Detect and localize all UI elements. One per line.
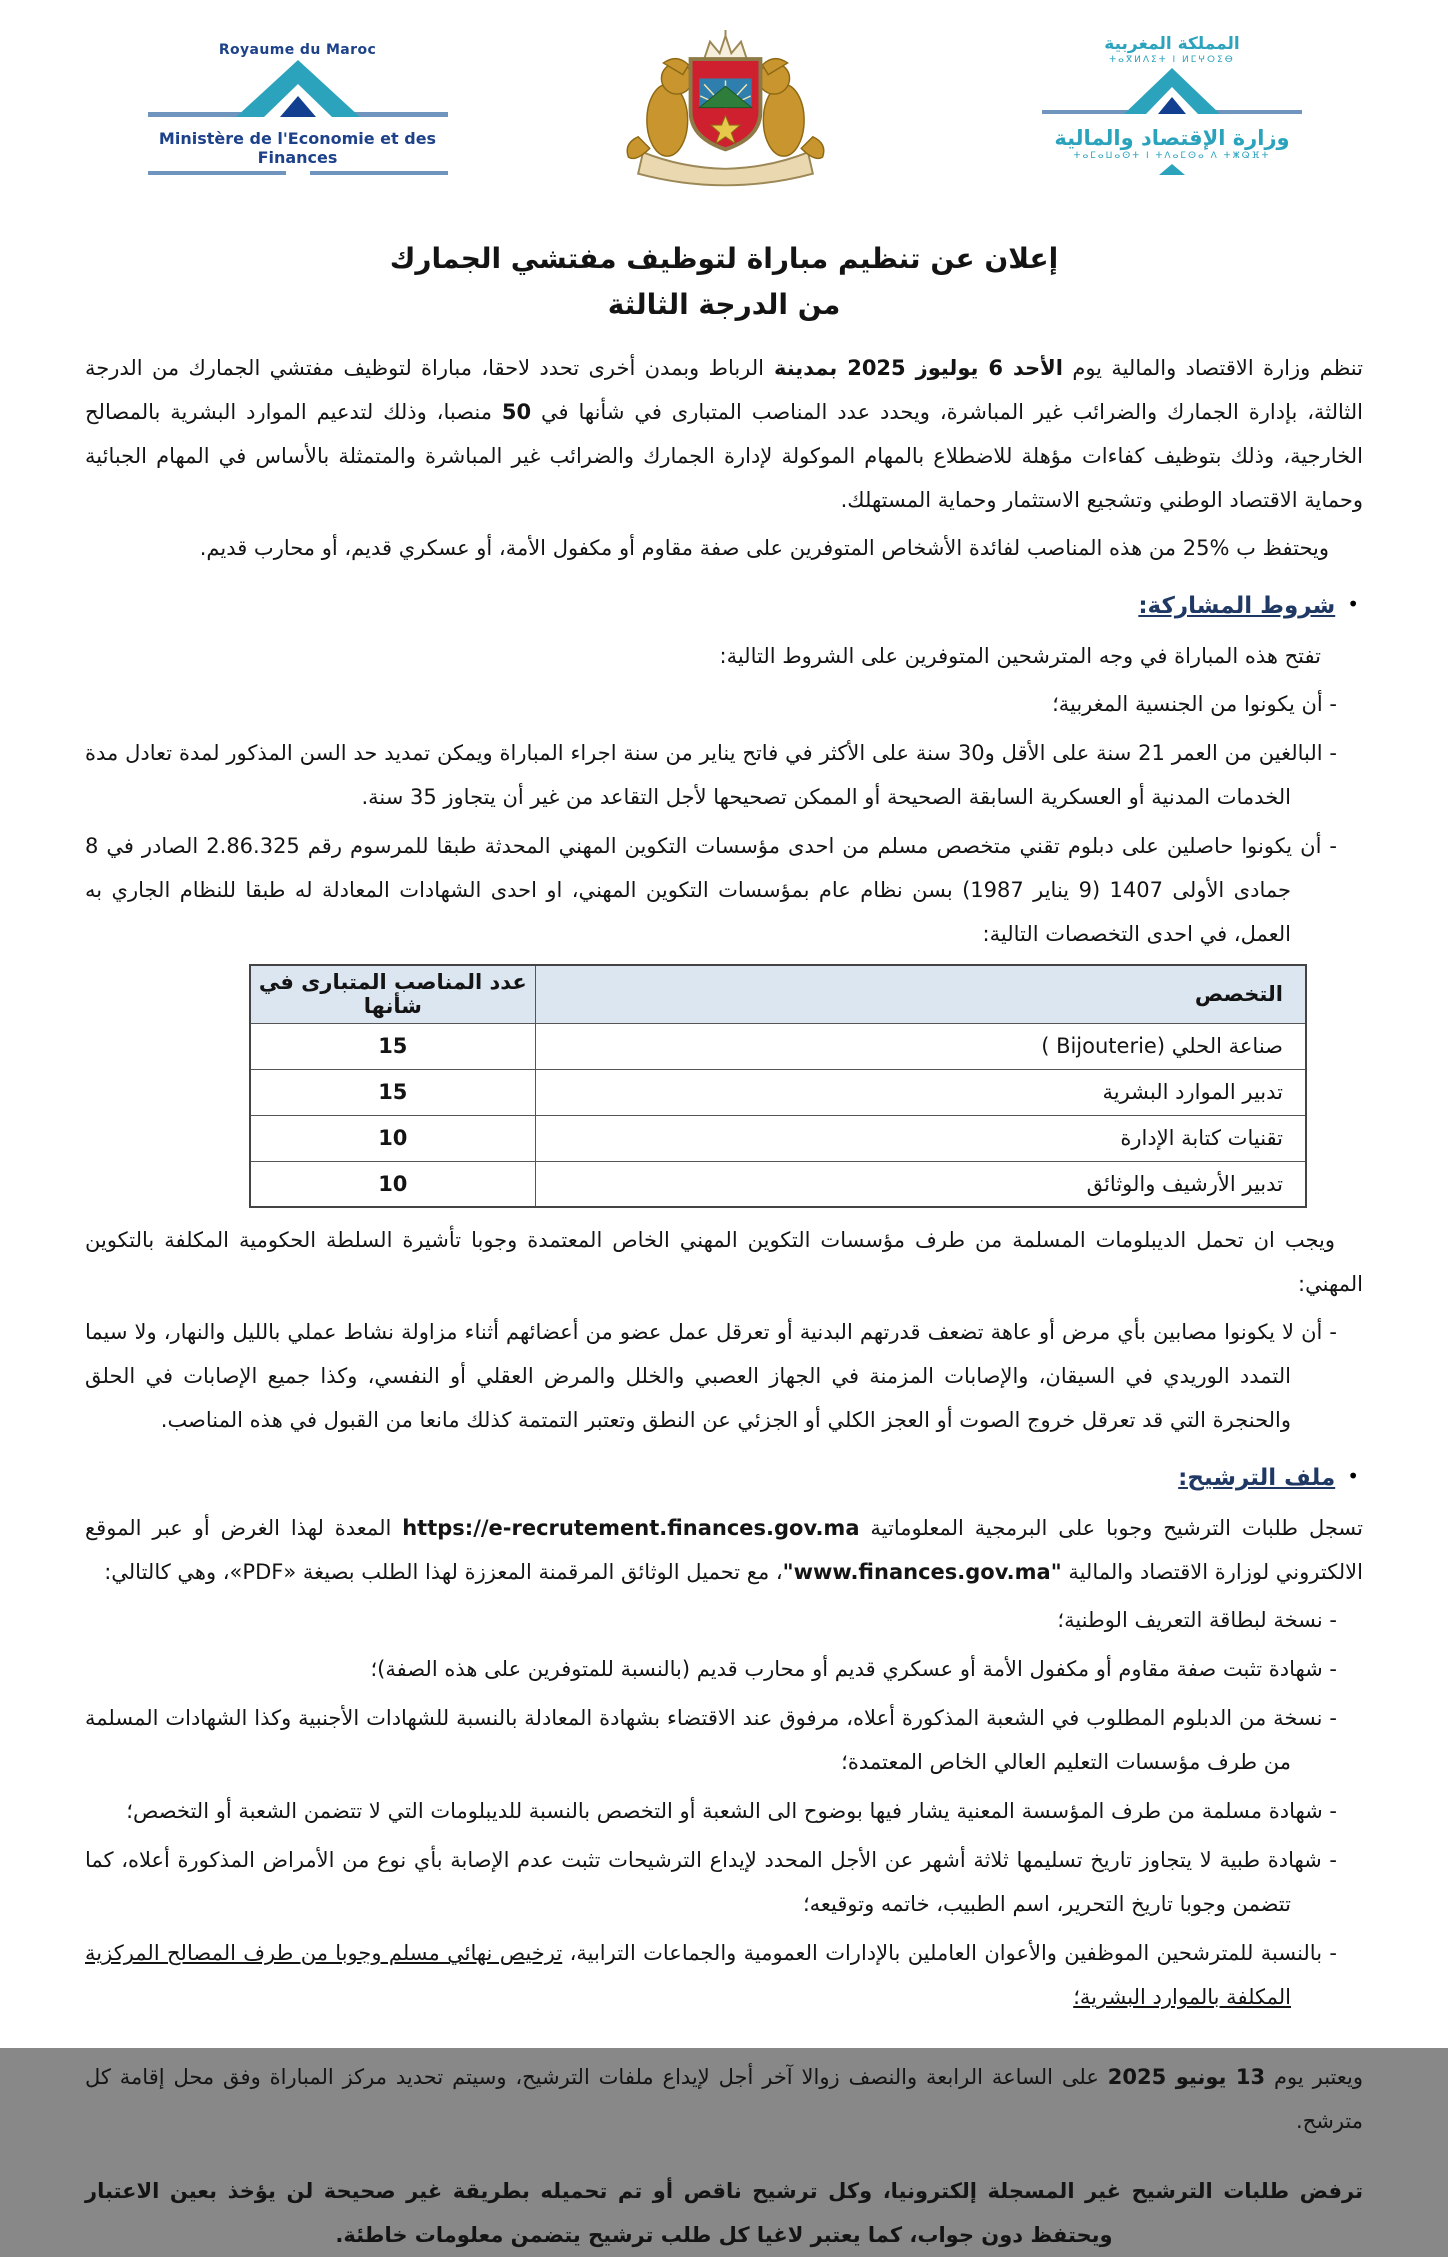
- logo-ar-country-tifinagh: ⵜⴰⴳⵍⴷⵉⵜ ⵏ ⵍⵎⵖⵔⵉⴱ: [1109, 55, 1235, 65]
- coat-of-arms-morocco-icon: [608, 30, 843, 195]
- specialties-table: [249, 964, 1307, 1208]
- bullet-icon: •: [1347, 1464, 1359, 1488]
- logo-fr-ministry-label: Ministère de l'Economie et des Finances: [158, 129, 437, 167]
- table-row: [250, 1023, 1306, 1069]
- logo-ar-ministry-label: وزارة الإقتصاد والمالية: [1054, 126, 1290, 150]
- title-line-2: من الدرجة الثالثة: [607, 288, 841, 321]
- documents-list: [85, 1598, 1363, 2019]
- application-file-paragraph: تسجل طلبات الترشيح وجوبا على البرمجية المعلوماتية https://e-recrutement.finances.gov.ma المعدة لهذا الغرض أو عبر الموقع الالكتروني لوزارة الاقتصاد والمالية "www.finances.gov.ma"، مع تحميل الوثائق المرقمنة المعززة لهذا الطلب بصيغة «PDF»، وهي كالتالي:: [85, 1516, 1363, 1584]
- title-line-1: إعلان عن تنظيم مباراة لتوظيف مفتشي الجمارك: [389, 242, 1059, 275]
- deadline-paragraph: ويعتبر يوم 13 يونيو 2025 على الساعة الرابعة والنصف زوالا آخر أجل لإيداع ملفات الترشيح، وسيتم تحديد مركز المباراة وفق محل إقامة كل مترشح.: [85, 2065, 1363, 2133]
- diploma-visa-note: ويجب ان تحمل الديبلومات المسلمة من طرف مؤسسات التكوين المهني الخاص المعتمدة وجوبا تأشيرة السلطة الحكومية المكلفة بالتكوين المهني:: [85, 1228, 1363, 1296]
- section-participation-conditions: [85, 582, 1363, 628]
- logo-fr-underline: [148, 171, 448, 175]
- doc-item-civil-servant-authorization: - بالنسبة للمترشحين الموظفين والأعوان العاملين بالإدارات العمومية والجماعات الترابية، ترخيص نهائي مسلم وجوبا من طرف المصالح المركزية المكلفة بالموارد البشرية؛: [85, 1941, 1337, 2009]
- logo-ministry-arabic: [1022, 34, 1322, 175]
- conditions-lead: تفتح هذه المباراة في وجه المترشحين المتوفرين على الشروط التالية:: [719, 644, 1321, 668]
- logo-ar-ministry-tifinagh: ⵜⴰⵎⴰⵡⴰⵙⵜ ⵏ ⵜⴷⴰⵎⵙⴰ ⴷ ⵜⵥⵕⴼⵜ: [1073, 151, 1271, 161]
- column-header-positions-count: عدد المناصب المتبارى في شأنها: [250, 965, 535, 1023]
- table-row: [250, 1115, 1306, 1161]
- mountain-triangle-icon: [148, 60, 448, 128]
- application-file-heading: ملف الترشيح:: [1178, 1465, 1336, 1491]
- condition-item-diploma: - أن يكونوا حاصلين على دبلوم تقني متخصص مسلم من احدى مؤسسات التكوين المهني المحدثة طبقا للمرسوم رقم 2.86.325 الصادر في 8 جمادى الأولى 1407 (9 يناير 1987) بسن نظام عام بمؤسسات التكوين المهني، او احدى الشهادات المعادلة له طبقا للنظام الجاري به العمل، في احدى التخصصات التالية:: [85, 834, 1337, 946]
- table-row: [250, 1161, 1306, 1207]
- count-cell: 10: [250, 1161, 535, 1207]
- doc-item-national-id: - نسخة لبطاقة التعريف الوطنية؛: [1057, 1608, 1337, 1632]
- rejection-notice-paragraph: ترفض طلبات الترشيح غير المسجلة إلكترونيا، وكل ترشيح ناقص أو تم تحميله بطريقة غير صحيحة لن يؤخذ بعين الاعتبار ويحتفظ دون جواب، كما يعتبر لاغيا كل طلب ترشيح يتضمن معلومات خاطئة.: [85, 2179, 1363, 2247]
- doc-item-diploma-copy: - نسخة من الدبلوم المطلوب في الشعبة المذكورة أعلاه، مرفوق عند الاقتضاء بشهادة المعادلة بالنسبة للشهادات الأجنبية وكذا الشهادات المسلمة من طرف مؤسسات التعليم العالي الخاص المعتمدة؛: [85, 1706, 1337, 1774]
- section-application-file: [85, 1454, 1363, 1500]
- table-header-row: [250, 965, 1306, 1023]
- column-header-specialty: التخصص: [535, 965, 1306, 1023]
- logo-ar-bottom-triangle: [1159, 164, 1185, 175]
- announcement-title: [0, 236, 1448, 328]
- condition-item-nationality: - أن يكونوا من الجنسية المغربية؛: [1052, 692, 1337, 716]
- specialty-cell: صناعة الحلي (Bijouterie ): [535, 1023, 1306, 1069]
- logo-fr-country-label: Royaume du Maroc: [218, 42, 377, 58]
- bullet-icon: •: [1347, 592, 1359, 616]
- table-row: [250, 1069, 1306, 1115]
- document-header: [0, 0, 1448, 198]
- doc-item-medical-certificate: - شهادة طبية لا يتجاوز تاريخ تسليمها ثلاثة أشهر عن الأجل المحدد لإيداع الترشيحات تثبت عدم الإصابة بأي نوع من الأمراض المذكورة أعلاه، كما تتضمن وجوبا تاريخ التحرير، اسم الطبيب، خاتمه وتوقيعه؛: [85, 1848, 1337, 1916]
- logo-ministry-french: [130, 42, 465, 175]
- count-cell: 15: [250, 1023, 535, 1069]
- count-cell: 10: [250, 1115, 535, 1161]
- specialty-cell: تقنيات كتابة الإدارة: [535, 1115, 1306, 1161]
- intro-paragraph: تنظم وزارة الاقتصاد والمالية يوم الأحد 6 يوليوز 2025 بمدينة الرباط وبمدن أخرى تحدد لاحقا، مباراة لتوظيف مفتشي الجمارك من الدرجة الثالثة، بإدارة الجمارك والضرائب غير المباشرة، ويحدد عدد المناصب المتبارى في شأنها في 50 منصبا، وذلك لتدعيم الموارد البشرية بالمصالح الخارجية، وذلك بتوظيف كفاءات مؤهلة للاضطلاع بالمهام الموكولة لإدارة الجمارك والضرائب غير المباشرة والمتمثلة بالأساس في المهام الجبائية وحماية الاقتصاد الوطني وتشجيع الاستثمار وحماية المستهلك.: [85, 356, 1363, 512]
- conditions-list: [85, 682, 1363, 956]
- specialty-cell: تدبير الموارد البشرية: [535, 1069, 1306, 1115]
- mountain-triangle-icon: [1042, 68, 1302, 124]
- condition-item-age: - البالغين من العمر 21 سنة على الأقل و30 سنة على الأكثر في فاتح يناير من سنة اجراء المباراة ويمكن تمديد حد السن المذكور لمدة تعادل مدة الخدمات المدنية أو العسكرية السابقة الصحيحة أو الممكن تصحيحها لأجل التقاعد من غير أن يتجاوز 35 سنة.: [85, 741, 1337, 809]
- count-cell: 15: [250, 1069, 535, 1115]
- doc-item-status-certificate: - شهادة تثبت صفة مقاوم أو مكفول الأمة أو عسكري قديم أو محارب قديم (بالنسبة للمتوفرين على هذه الصفة)؛: [370, 1657, 1337, 1681]
- announcement-body: [0, 328, 1448, 2257]
- condition-item-health: - أن لا يكونوا مصابين بأي مرض أو عاهة تضعف قدرتهم البدنية أو تعرقل عمل عضو من أعضائهم أثناء مزاولة نشاط عملي بالليل والنهار، ولا سيما التمدد الوريدي في السيقان، والإصابات المزمنة في الجهاز العصبي والخلل والمرض العقلي أو النفسي، وكذا جميع الإصابات في الحلق والحنجرة التي قد تعرقل خروج الصوت أو العجز الكلي أو الجزئي عن النطق وتعتبر التمتمة كذلك مانعا من القبول في هذه المناصب.: [85, 1320, 1337, 1432]
- reserved-quota-paragraph: ويحتفظ ب %25 من هذه المناصب لفائدة الأشخاص المتوفرين على صفة مقاوم أو مكفول الأمة، أو عسكري قديم، أو محارب قديم.: [199, 536, 1329, 560]
- doc-item-specialty-certificate: - شهادة مسلمة من طرف المؤسسة المعنية يشار فيها بوضوح الى الشعبة أو التخصص بالنسبة للديبلومات التي لا تتضمن الشعبة أو التخصص؛: [126, 1799, 1337, 1823]
- logo-ar-country-label: المملكة المغربية: [1104, 34, 1240, 54]
- specialty-cell: تدبير الأرشيف والوثائق: [535, 1161, 1306, 1207]
- conditions-heading: شروط المشاركة:: [1138, 593, 1336, 619]
